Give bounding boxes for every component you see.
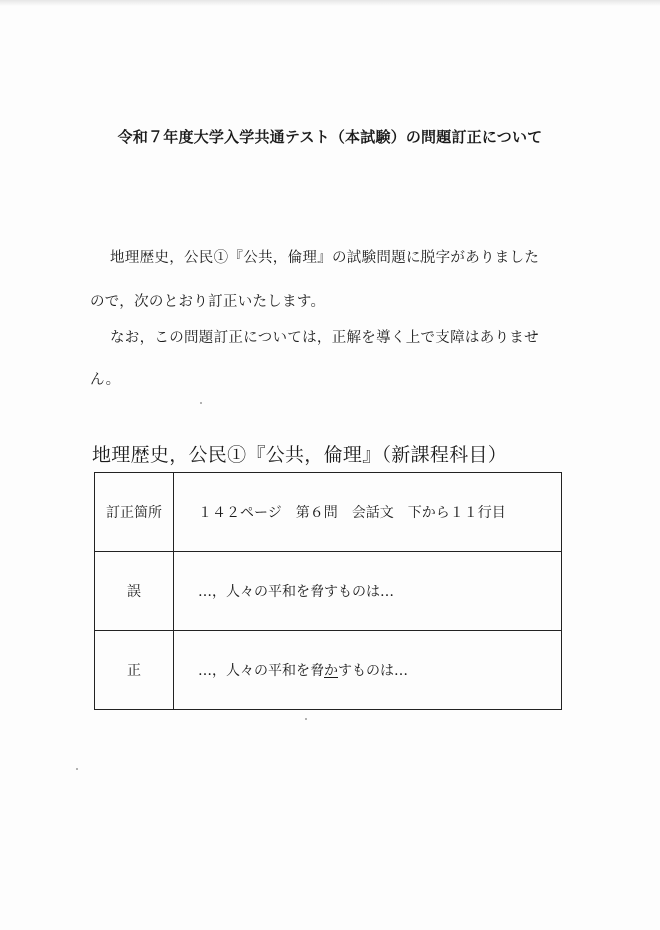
- row-label-correct: 正: [95, 631, 174, 710]
- section-heading: 地理歴史，公民①『公共，倫理』（新課程科目）: [92, 444, 508, 466]
- document-title: 令和７年度大学入学共通テスト（本試験）の問題訂正について: [117, 128, 543, 146]
- scan-speck: [305, 718, 307, 720]
- correct-text-inserted-char: か: [324, 663, 338, 679]
- row-label-location: 訂正箇所: [95, 473, 174, 552]
- paragraph-1-line-1: 地理歴史，公民①『公共，倫理』の試験問題に脱字がありました: [110, 250, 540, 266]
- paragraph-2-line-1: なお，この問題訂正については，正解を導く上で支障はありませ: [110, 330, 539, 346]
- row-value-wrong: …，人々の平和を脅すものは…: [174, 552, 562, 631]
- scan-edge-shadow: [0, 0, 660, 6]
- row-value-location: １４２ページ 第６問 会話文 下から１１行目: [174, 473, 562, 552]
- table-row: [95, 552, 562, 631]
- paragraph-2-line-2: ん。: [90, 372, 121, 388]
- table-row: [95, 631, 562, 710]
- correct-text-after: すものは…: [338, 663, 408, 679]
- row-value-correct: [174, 631, 562, 710]
- scan-speck: [200, 402, 202, 404]
- table-row: [95, 473, 562, 552]
- correct-text-before: …，人々の平和を脅: [198, 663, 324, 679]
- correction-table: [94, 472, 562, 710]
- paragraph-1-line-2: ので，次のとおり訂正いたします。: [90, 294, 326, 310]
- scan-speck: [76, 768, 78, 770]
- row-label-wrong: 誤: [95, 552, 174, 631]
